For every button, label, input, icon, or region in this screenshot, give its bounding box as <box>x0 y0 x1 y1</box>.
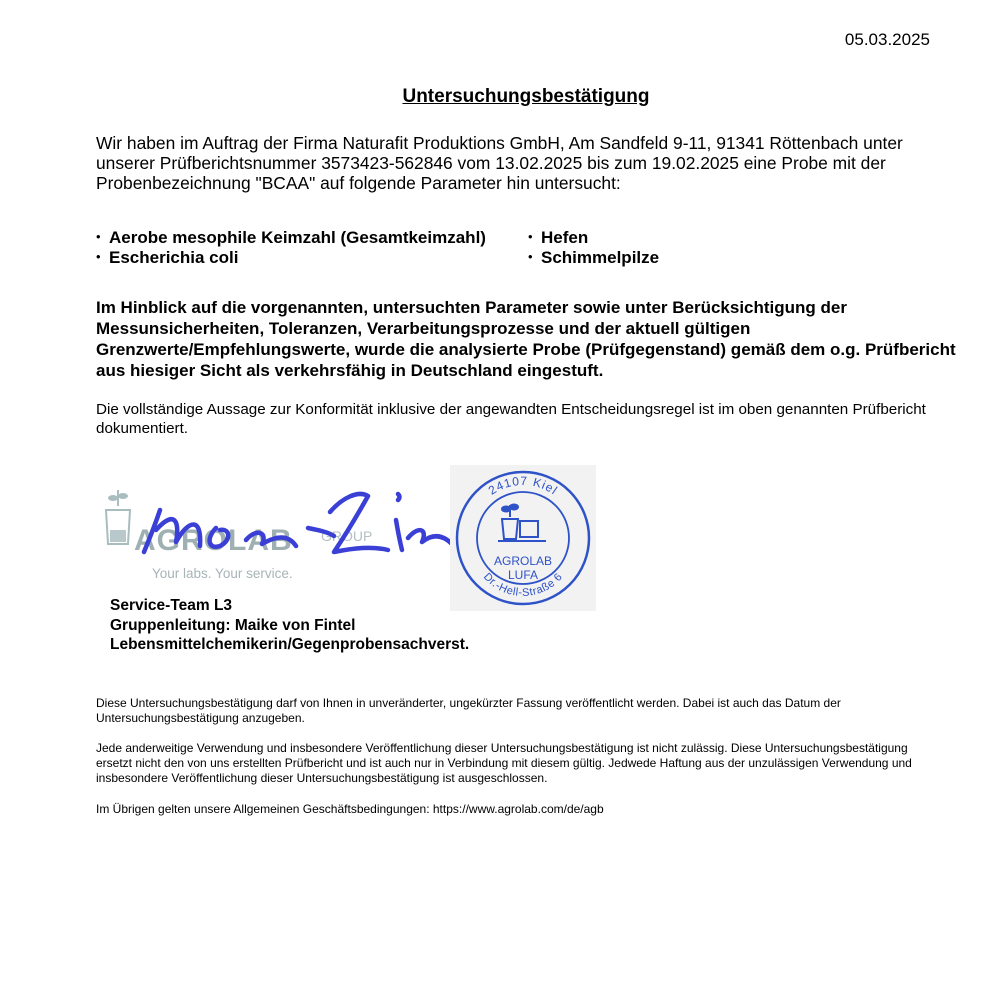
logo-group-label: GROUP <box>321 528 373 544</box>
footer-restriction-note: Jede anderweitige Verwendung und insbesondere Veröffentlichung dieser Untersuchungsbestätigung ist nicht zulässig. Diese Untersuchungsbestätigung ersetzt nicht den von uns erstellten Prüfbericht und ist auch nur in Verbindung mit diesem gültig. Jedwede Haftung aus der unzulässigen Verwendung und insbesondere Veröffentlichung dieser Untersuchungsbestätigung ist ausgeschlossen. <box>96 741 912 785</box>
logo-wordmark: AGROLAB <box>134 524 293 557</box>
footer-publication-note: Diese Untersuchungsbestätigung darf von Ihnen in unveränderter, ungekürzter Fassung veröffentlicht werden. Dabei ist auch das Datum der Untersuchungsbestätigung anzugeben. <box>96 696 841 725</box>
parameter-label: Aerobe mesophile Keimzahl (Gesamtkeimzahl) <box>109 228 486 247</box>
assessment-paragraph: Im Hinblick auf die vorgenannten, untersuchten Parameter sowie unter Berücksichtigung der Messunsicherheiten, Toleranzen, Verarbeitungsprozesse und der aktuell gültigen Grenzwerte/Empfehlungswerte, wurde die analysierte Probe (Prüfgegenstand) gemäß dem o.g. Prüfbericht aus hiesiger Sicht als verkehrsfähig in Deutschland eingestuft. <box>96 298 956 380</box>
parameter-item <box>528 227 588 248</box>
signatory-role-label: Lebensmittelchemikerin/Gegenprobensachverst. <box>110 636 470 653</box>
signatory-block <box>110 596 469 655</box>
service-team-label: Service-Team L3 <box>110 597 233 614</box>
parameter-label: Hefen <box>541 228 589 247</box>
parameter-item <box>96 247 238 268</box>
intro-paragraph: Wir haben im Auftrag der Firma Naturafit Produktions GmbH, Am Sandfeld 9-11, 91341 Röttenbach unter unserer Prüfberichtsnummer 3573423-562846 vom 13.02.2025 bis zum 19.02.2025 eine Probe mit der Probenbezeichnung "BCAA" auf folgende Parameter hin untersucht: <box>96 133 903 193</box>
parameter-item <box>528 247 659 268</box>
lufa-stamp <box>450 465 596 611</box>
stamp-top-text: 24107 Kiel <box>485 473 561 498</box>
logo-slogan: Your labs. Your service. <box>152 566 293 581</box>
bullet-icon: • <box>96 249 101 264</box>
parameter-label: Schimmelpilze <box>541 248 660 267</box>
stamp-line-lufa: LUFA <box>507 568 539 582</box>
parameter-label: Escherichia coli <box>109 248 239 267</box>
footer-terms-note: Im Übrigen gelten unsere Allgemeinen Geschäftsbedingungen: https://www.agrolab.com/de/agb <box>96 802 604 816</box>
group-lead-label: Gruppenleitung: Maike von Fintel <box>110 616 356 634</box>
conformity-paragraph: Die vollständige Aussage zur Konformität inklusive der angewandten Entscheidungsregel ist im oben genannten Prüfbericht dokumentiert. <box>96 401 926 437</box>
handwritten-signature <box>96 480 456 580</box>
document-title: Untersuchungsbestätigung <box>402 86 650 107</box>
stamp-line-agrolab: AGROLAB <box>493 554 553 568</box>
stamp-bottom-text: Dr.-Hell-Straße 6 <box>480 570 566 600</box>
parameter-item <box>96 227 486 248</box>
bullet-icon: • <box>528 249 533 264</box>
bullet-icon: • <box>96 229 101 244</box>
document-date: 05.03.2025 <box>844 30 930 49</box>
bullet-icon: • <box>528 229 533 244</box>
stamp-seal <box>450 465 596 611</box>
